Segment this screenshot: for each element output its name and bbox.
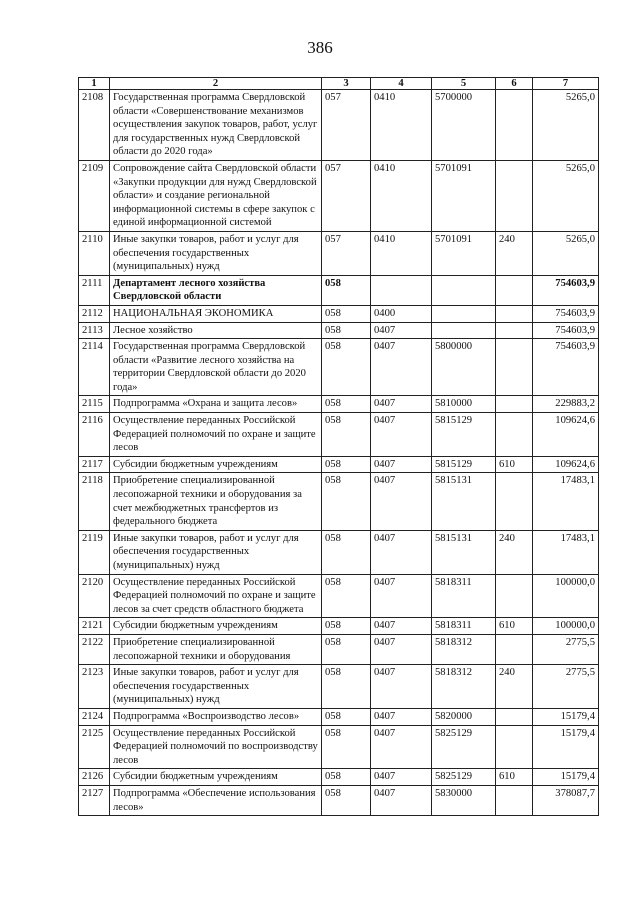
row-target-article: 5701091 [432,231,496,275]
table-row [79,275,599,305]
row-name: Подпрограмма «Обеспечение использования лесов» [110,785,322,815]
table-row [79,574,599,618]
table-row [79,413,599,457]
page-number: 386 [307,38,333,57]
row-code-3: 058 [322,618,371,635]
row-name: Осуществление переданных Российской Федерацией полномочий по охране и защите лесов за счет средств областного бюджета [110,574,322,618]
row-target-article [432,275,496,305]
row-name: Подпрограмма «Воспроизводство лесов» [110,708,322,725]
row-amount: 5265,0 [533,231,599,275]
row-expense-type [496,275,533,305]
row-expense-type [496,708,533,725]
row-number: 2124 [79,708,110,725]
row-target-article: 5818311 [432,574,496,618]
row-expense-type [496,322,533,339]
row-number: 2108 [79,90,110,161]
row-number: 2113 [79,322,110,339]
row-number: 2115 [79,396,110,413]
row-target-article: 5818312 [432,665,496,709]
row-expense-type [496,634,533,664]
column-header: 1 [79,78,110,90]
row-name: Приобретение специализированной лесопожарной техники и оборудования за счет межбюджетных трансфертов из федерального бюджета [110,473,322,530]
row-code-3: 057 [322,231,371,275]
table-row [79,725,599,769]
row-code-3: 058 [322,413,371,457]
row-number: 2114 [79,339,110,396]
row-target-article: 5815131 [432,473,496,530]
row-amount: 17483,1 [533,473,599,530]
row-section: 0407 [371,530,432,574]
row-target-article: 5818311 [432,618,496,635]
row-number: 2120 [79,574,110,618]
row-code-3: 058 [322,708,371,725]
row-section: 0407 [371,725,432,769]
row-amount: 109624,6 [533,456,599,473]
budget-table [78,77,599,816]
row-amount: 2775,5 [533,665,599,709]
row-name: Лесное хозяйство [110,322,322,339]
row-section: 0407 [371,322,432,339]
row-amount: 754603,9 [533,275,599,305]
row-section: 0410 [371,231,432,275]
table-row [79,473,599,530]
row-amount: 15179,4 [533,725,599,769]
row-code-3: 058 [322,322,371,339]
table-row [79,456,599,473]
row-expense-type [496,160,533,231]
row-code-3: 058 [322,530,371,574]
row-code-3: 057 [322,90,371,161]
column-header: 7 [533,78,599,90]
row-name: Иные закупки товаров, работ и услуг для обеспечения государственных (муниципальных) нужд [110,665,322,709]
row-target-article: 5810000 [432,396,496,413]
row-code-3: 058 [322,456,371,473]
row-target-article: 5815129 [432,456,496,473]
row-section: 0410 [371,160,432,231]
row-expense-type [496,90,533,161]
row-code-3: 058 [322,275,371,305]
row-code-3: 058 [322,305,371,322]
table-row [79,618,599,635]
column-header: 6 [496,78,533,90]
row-amount: 229883,2 [533,396,599,413]
row-expense-type [496,725,533,769]
table-row [79,769,599,786]
row-number: 2119 [79,530,110,574]
row-name: Подпрограмма «Охрана и защита лесов» [110,396,322,413]
row-amount: 15179,4 [533,708,599,725]
row-expense-type [496,785,533,815]
table-header-row [79,78,599,90]
table-row [79,634,599,664]
row-expense-type: 240 [496,530,533,574]
row-code-3: 058 [322,574,371,618]
table-row [79,530,599,574]
row-name: Иные закупки товаров, работ и услуг для обеспечения государственных (муниципальных) нужд [110,231,322,275]
table-row [79,90,599,161]
row-target-article [432,322,496,339]
row-amount: 100000,0 [533,574,599,618]
row-code-3: 058 [322,785,371,815]
row-expense-type: 240 [496,231,533,275]
row-code-3: 057 [322,160,371,231]
row-target-article: 5815129 [432,413,496,457]
row-expense-type: 610 [496,456,533,473]
table-row [79,785,599,815]
row-section: 0407 [371,574,432,618]
column-header: 3 [322,78,371,90]
column-header: 4 [371,78,432,90]
row-section: 0407 [371,339,432,396]
row-amount: 754603,9 [533,305,599,322]
row-target-article: 5701091 [432,160,496,231]
column-header: 2 [110,78,322,90]
row-code-3: 058 [322,665,371,709]
row-target-article: 5818312 [432,634,496,664]
row-expense-type: 610 [496,618,533,635]
row-amount: 2775,5 [533,634,599,664]
row-name: Сопровождение сайта Свердловской области «Закупки продукции для нужд Свердловской области» и создание региональной информационной системы в сфере закупок с единой информационной системой [110,160,322,231]
row-target-article: 5820000 [432,708,496,725]
row-amount: 17483,1 [533,530,599,574]
row-section: 0407 [371,634,432,664]
row-target-article: 5825129 [432,725,496,769]
row-section: 0407 [371,396,432,413]
row-name: Осуществление переданных Российской Федерацией полномочий по охране и защите лесов [110,413,322,457]
row-name: Субсидии бюджетным учреждениям [110,769,322,786]
table-body [79,90,599,816]
row-number: 2117 [79,456,110,473]
row-number: 2111 [79,275,110,305]
column-header: 5 [432,78,496,90]
row-expense-type [496,574,533,618]
row-number: 2121 [79,618,110,635]
row-expense-type [496,396,533,413]
row-expense-type [496,413,533,457]
row-number: 2123 [79,665,110,709]
row-target-article: 5825129 [432,769,496,786]
table-row [79,708,599,725]
table-row [79,231,599,275]
row-expense-type [496,339,533,396]
row-amount: 15179,4 [533,769,599,786]
row-section: 0407 [371,769,432,786]
row-code-3: 058 [322,725,371,769]
row-number: 2125 [79,725,110,769]
row-number: 2122 [79,634,110,664]
table-row [79,160,599,231]
row-section: 0407 [371,785,432,815]
row-expense-type: 240 [496,665,533,709]
table-row [79,339,599,396]
row-number: 2110 [79,231,110,275]
row-name: Государственная программа Свердловской области «Совершенствование механизмов осуществления закупок товаров, работ, услуг для государственных нужд Свердловской области до 2020 года» [110,90,322,161]
row-target-article: 5800000 [432,339,496,396]
row-section: 0407 [371,473,432,530]
row-code-3: 058 [322,634,371,664]
row-amount: 100000,0 [533,618,599,635]
table-row [79,322,599,339]
table-row [79,305,599,322]
row-name: Субсидии бюджетным учреждениям [110,618,322,635]
row-section: 0407 [371,456,432,473]
row-name: Субсидии бюджетным учреждениям [110,456,322,473]
row-name: Государственная программа Свердловской области «Развитие лесного хозяйства на территории Свердловской области до 2020 года» [110,339,322,396]
row-number: 2126 [79,769,110,786]
row-expense-type [496,473,533,530]
row-amount: 754603,9 [533,339,599,396]
row-number: 2109 [79,160,110,231]
row-number: 2116 [79,413,110,457]
row-number: 2112 [79,305,110,322]
table-row [79,396,599,413]
row-name: Департамент лесного хозяйства Свердловской области [110,275,322,305]
row-target-article: 5815131 [432,530,496,574]
table-row [79,665,599,709]
row-name: Иные закупки товаров, работ и услуг для обеспечения государственных (муниципальных) нужд [110,530,322,574]
row-section: 0407 [371,413,432,457]
row-amount: 5265,0 [533,90,599,161]
row-target-article [432,305,496,322]
row-expense-type: 610 [496,769,533,786]
row-section [371,275,432,305]
row-number: 2118 [79,473,110,530]
row-amount: 378087,7 [533,785,599,815]
row-name: НАЦИОНАЛЬНАЯ ЭКОНОМИКА [110,305,322,322]
row-section: 0407 [371,618,432,635]
row-expense-type [496,305,533,322]
row-code-3: 058 [322,473,371,530]
row-amount: 5265,0 [533,160,599,231]
row-section: 0410 [371,90,432,161]
row-section: 0407 [371,708,432,725]
row-code-3: 058 [322,339,371,396]
row-amount: 109624,6 [533,413,599,457]
row-target-article: 5700000 [432,90,496,161]
row-amount: 754603,9 [533,322,599,339]
row-number: 2127 [79,785,110,815]
row-code-3: 058 [322,396,371,413]
row-name: Приобретение специализированной лесопожарной техники и оборудования [110,634,322,664]
row-target-article: 5830000 [432,785,496,815]
row-name: Осуществление переданных Российской Федерацией полномочий по воспроизводству лесов [110,725,322,769]
row-code-3: 058 [322,769,371,786]
row-section: 0407 [371,665,432,709]
row-section: 0400 [371,305,432,322]
